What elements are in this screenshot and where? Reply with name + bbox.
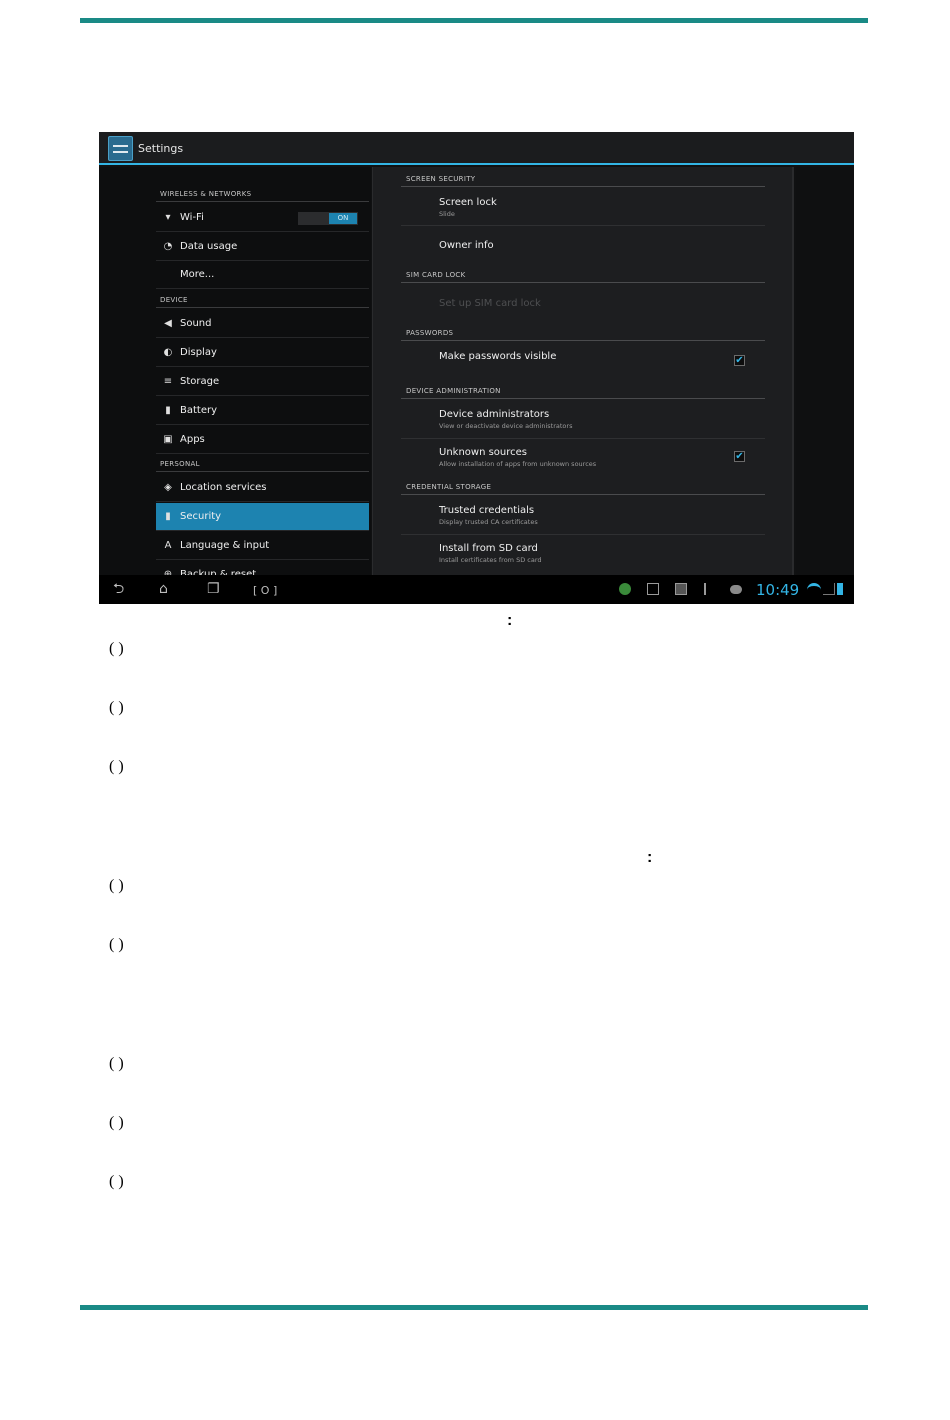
wifi-toggle[interactable] [298,212,358,225]
header-divider [401,494,765,495]
sidebar-item-label: Display [180,347,217,358]
sidebar-item-security[interactable] [156,503,369,531]
item-subtitle: Install certificates from SD card [439,556,542,564]
action-bar [99,132,854,165]
owner-info-item[interactable] [439,240,764,251]
sidebar-item-label: Apps [180,434,205,445]
top-rule [80,18,868,23]
list-marker: ( ) [109,1173,124,1190]
screenshot-icon[interactable]: [ O ] [253,584,278,597]
item-subtitle: Allow installation of apps from unknown sources [439,460,597,468]
screen-security-header: SCREEN SECURITY [406,175,476,183]
notification-icon [675,583,687,595]
list-marker: ( ) [109,1055,124,1072]
lock-icon: ▮ [165,511,171,522]
cloud-icon [730,585,742,594]
battery-status-icon [837,583,843,595]
sidebar-item-display[interactable] [156,339,369,367]
sim-lock-header: SIM CARD LOCK [406,271,466,279]
header-divider [401,282,765,283]
sidebar-item-label: Sound [180,318,212,329]
sidebar-item-apps[interactable] [156,426,369,454]
sidebar-item-storage[interactable] [156,368,369,396]
divider [401,225,765,226]
speaker-icon: ◀ [164,318,172,329]
list-marker: ( ) [109,758,124,775]
sidebar-item-label: Wi-Fi [180,212,204,223]
list-marker: ( ) [109,699,124,716]
header-divider [156,201,369,202]
caption-colon: : [507,612,513,629]
list-marker: ( ) [109,640,124,657]
divider [401,534,765,535]
settings-screenshot [99,132,854,604]
apps-icon: ▣ [163,434,173,445]
screen-lock-item[interactable] [439,197,764,218]
item-title: Trusted credentials [439,505,535,516]
sidebar-item-label: Location services [180,482,267,493]
sidebar-item-battery[interactable] [156,397,369,425]
device-admin-header: DEVICE ADMINISTRATION [406,387,501,395]
item-subtitle: Display trusted CA certificates [439,518,538,526]
item-title: Make passwords visible [439,351,557,362]
security-detail-pane [372,167,794,575]
credential-storage-header: CREDENTIAL STORAGE [406,483,492,491]
header-divider [401,186,765,187]
location-icon: ◈ [164,482,172,493]
item-subtitle: View or deactivate device administrators [439,422,573,430]
list-marker: ( ) [109,936,124,953]
header-divider [401,398,765,399]
wireless-header: WIRELESS & NETWORKS [160,190,252,198]
toggle-label: ON [329,213,357,224]
sidebar-item-label: More... [180,269,215,280]
wifi-signal-icon [807,583,821,595]
caption-colon: : [647,849,653,866]
sidebar-item-language[interactable] [156,532,369,560]
device-administrators-item[interactable] [439,409,764,430]
display-icon: ◐ [163,347,173,358]
sim-lock-item [439,298,764,309]
divider [401,438,765,439]
signal-icon [823,583,835,595]
home-icon[interactable]: ⌂ [159,581,168,597]
sidebar-item-wifi[interactable] [156,204,369,232]
back-icon[interactable]: ⮌ [113,581,125,597]
list-marker: ( ) [109,877,124,894]
make-passwords-visible-item[interactable] [439,351,764,362]
unknown-sources-checkbox[interactable]: ✔ [735,451,744,462]
make-passwords-visible-checkbox[interactable]: ✔ [735,355,744,366]
item-title: Owner info [439,240,494,251]
settings-app-icon[interactable] [108,136,133,161]
sidebar-item-data-usage[interactable] [156,233,369,261]
settings-headers-pane [99,167,371,575]
sidebar-item-location[interactable] [156,474,369,502]
system-navigation-bar [99,575,854,604]
item-title: Set up SIM card lock [439,298,541,309]
passwords-header: PASSWORDS [406,329,454,337]
item-title: Install from SD card [439,543,538,554]
header-divider [156,307,369,308]
list-marker: ( ) [109,1114,124,1131]
trusted-credentials-item[interactable] [439,505,764,526]
right-gutter [796,167,854,575]
item-subtitle: Slide [439,210,455,218]
data-usage-icon: ◔ [163,241,173,252]
sidebar-item-label: Language & input [180,540,270,551]
personal-header: PERSONAL [160,460,200,468]
install-from-sd-item[interactable] [439,543,764,564]
bottom-rule [80,1305,868,1310]
status-clock: 10:49 [756,581,800,599]
unknown-sources-item[interactable] [439,447,764,468]
picture-icon [647,583,659,595]
wifi-icon: ▾ [165,212,171,223]
recent-apps-icon[interactable]: ❐ [207,581,220,597]
device-header: DEVICE [160,296,188,304]
item-title: Screen lock [439,197,497,208]
item-title: Device administrators [439,409,550,420]
sidebar-item-label: Storage [180,376,220,387]
usb-icon [704,583,710,595]
android-debug-icon [619,583,631,595]
storage-icon: ≡ [163,376,173,387]
sidebar-item-sound[interactable] [156,310,369,338]
sidebar-item-label: Security [180,511,222,522]
item-title: Unknown sources [439,447,528,458]
sidebar-item-label: Data usage [180,241,238,252]
sidebar-item-label: Battery [180,405,218,416]
header-divider [156,471,369,472]
keyboard-icon: A [164,540,172,551]
sidebar-item-more[interactable] [156,261,369,289]
header-divider [401,340,765,341]
app-title: Settings [138,142,184,155]
battery-icon: ▮ [165,405,171,416]
